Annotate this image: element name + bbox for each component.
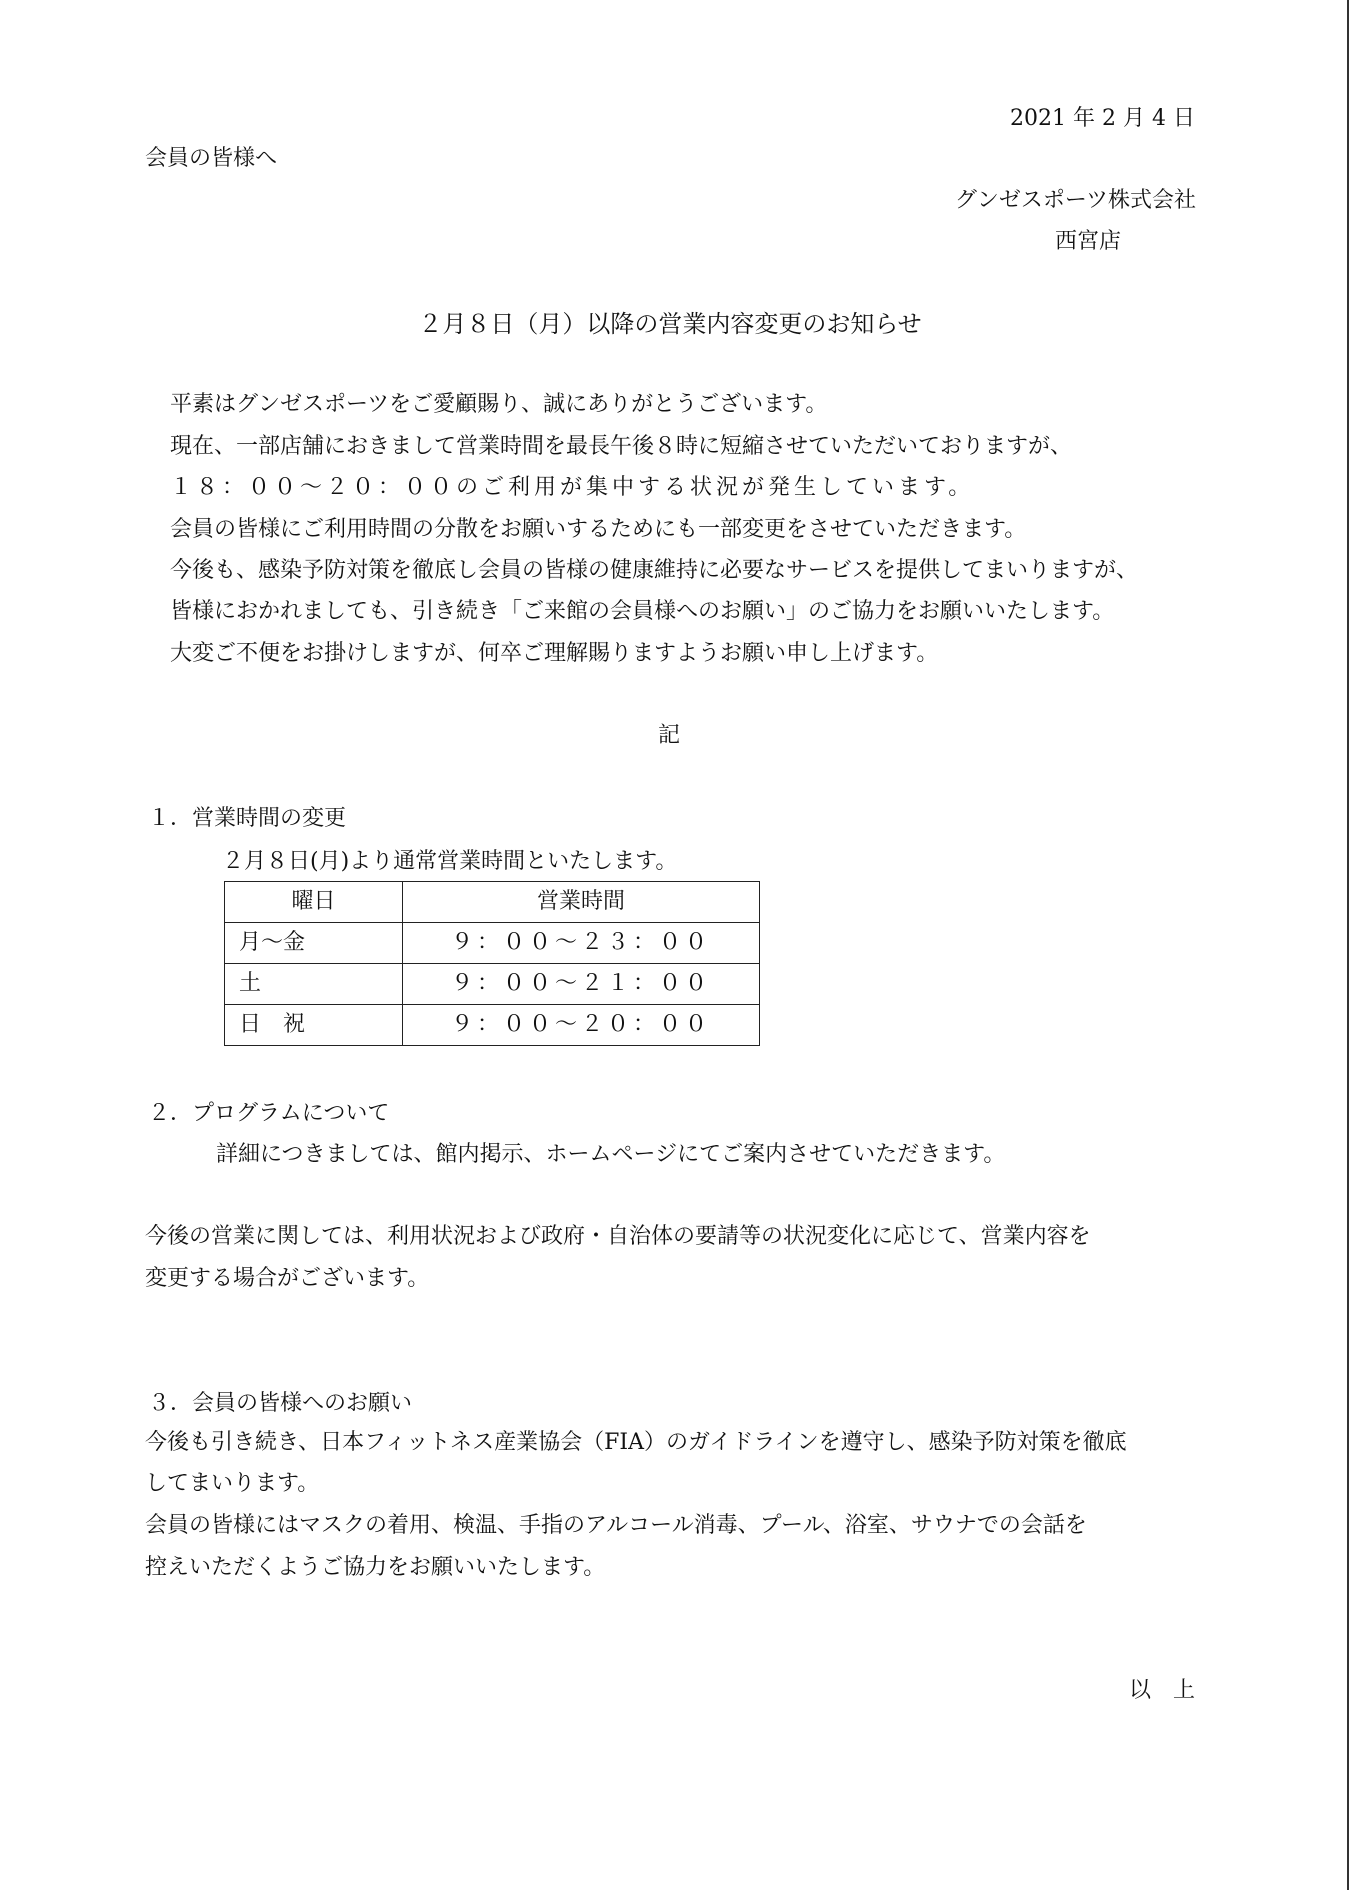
intro-line: 会員の皆様にご利用時間の分散をお願いするためにも一部変更をさせていただきます。 <box>170 517 1027 542</box>
day-cell: 日 祝 <box>225 1005 403 1046</box>
page-border-line <box>1347 0 1349 1890</box>
section3-line: 控えいただくようご協力をお願いいたします。 <box>145 1555 606 1580</box>
note-line: 今後の営業に関しては、利用状況および政府・自治体の要請等の状況変化に応じて、営業内容を <box>145 1224 1091 1249</box>
intro-line: 大変ご不便をお掛けしますが、何卒ご理解賜りますようお願い申し上げます。 <box>170 641 939 666</box>
intro-line: １８：００～２０：００のご利用が集中する状況が発生しています。 <box>170 475 975 500</box>
company-name: グンゼスポーツ株式会社 <box>954 188 1196 213</box>
document-date: 2021 年 2 月 4 日 <box>1010 106 1195 131</box>
intro-line: 現在、一部店舗におきまして営業時間を最長午後８時に短縮させていただいておりますが、 <box>170 434 1073 459</box>
column-header-day: 曜日 <box>225 882 403 923</box>
section3-line: してまいります。 <box>145 1471 320 1496</box>
hours-cell: ９：００～２３：００ <box>403 923 760 964</box>
section1-lead: ２月８日(月)より通常営業時間といたします。 <box>222 849 678 874</box>
intro-line: 平素はグンゼスポーツをご愛顧賜り、誠にありがとうございます。 <box>170 392 828 417</box>
hours-cell: ９：００～２０：００ <box>403 1005 760 1046</box>
business-hours-table <box>224 881 760 1046</box>
ki-mark: 記 <box>658 723 681 748</box>
section2-body: 詳細につきましては、館内掲示、ホームページにてご案内させていただきます。 <box>216 1142 1006 1167</box>
section3-line: 会員の皆様にはマスクの着用、検温、手指のアルコール消毒、プール、浴室、サウナでの会話を <box>145 1513 1087 1538</box>
note-line: 変更する場合がございます。 <box>145 1266 430 1291</box>
document-title: ２月８日（月）以降の営業内容変更のお知らせ <box>418 310 922 338</box>
table-row <box>225 1005 760 1046</box>
day-cell: 土 <box>225 964 403 1005</box>
hours-cell: ９：００～２１：００ <box>403 964 760 1005</box>
table-header-row <box>225 882 760 923</box>
column-header-hours: 営業時間 <box>403 882 760 923</box>
table-row <box>225 923 760 964</box>
intro-line: 今後も、感染予防対策を徹底し会員の皆様の健康維持に必要なサービスを提供してまいりますが、 <box>170 558 1139 583</box>
intro-line: 皆様におかれましても、引き続き「ご来館の会員様へのお願い」のご協力をお願いいたします。 <box>170 599 1115 624</box>
addressee: 会員の皆様へ <box>145 146 278 171</box>
branch-name: 西宮店 <box>1055 229 1122 254</box>
section3-line: 今後も引き続き、日本フィットネス産業協会（FIA）のガイドラインを遵守し、感染予防対策を徹底 <box>145 1430 1127 1455</box>
section2-heading: ２．プログラムについて <box>148 1101 390 1126</box>
day-cell: 月～金 <box>225 923 403 964</box>
closing-mark: 以 上 <box>1128 1678 1195 1703</box>
table-row <box>225 964 760 1005</box>
section3-heading: ３．会員の皆様へのお願い <box>148 1391 413 1416</box>
section1-heading: １．営業時間の変更 <box>148 806 347 831</box>
